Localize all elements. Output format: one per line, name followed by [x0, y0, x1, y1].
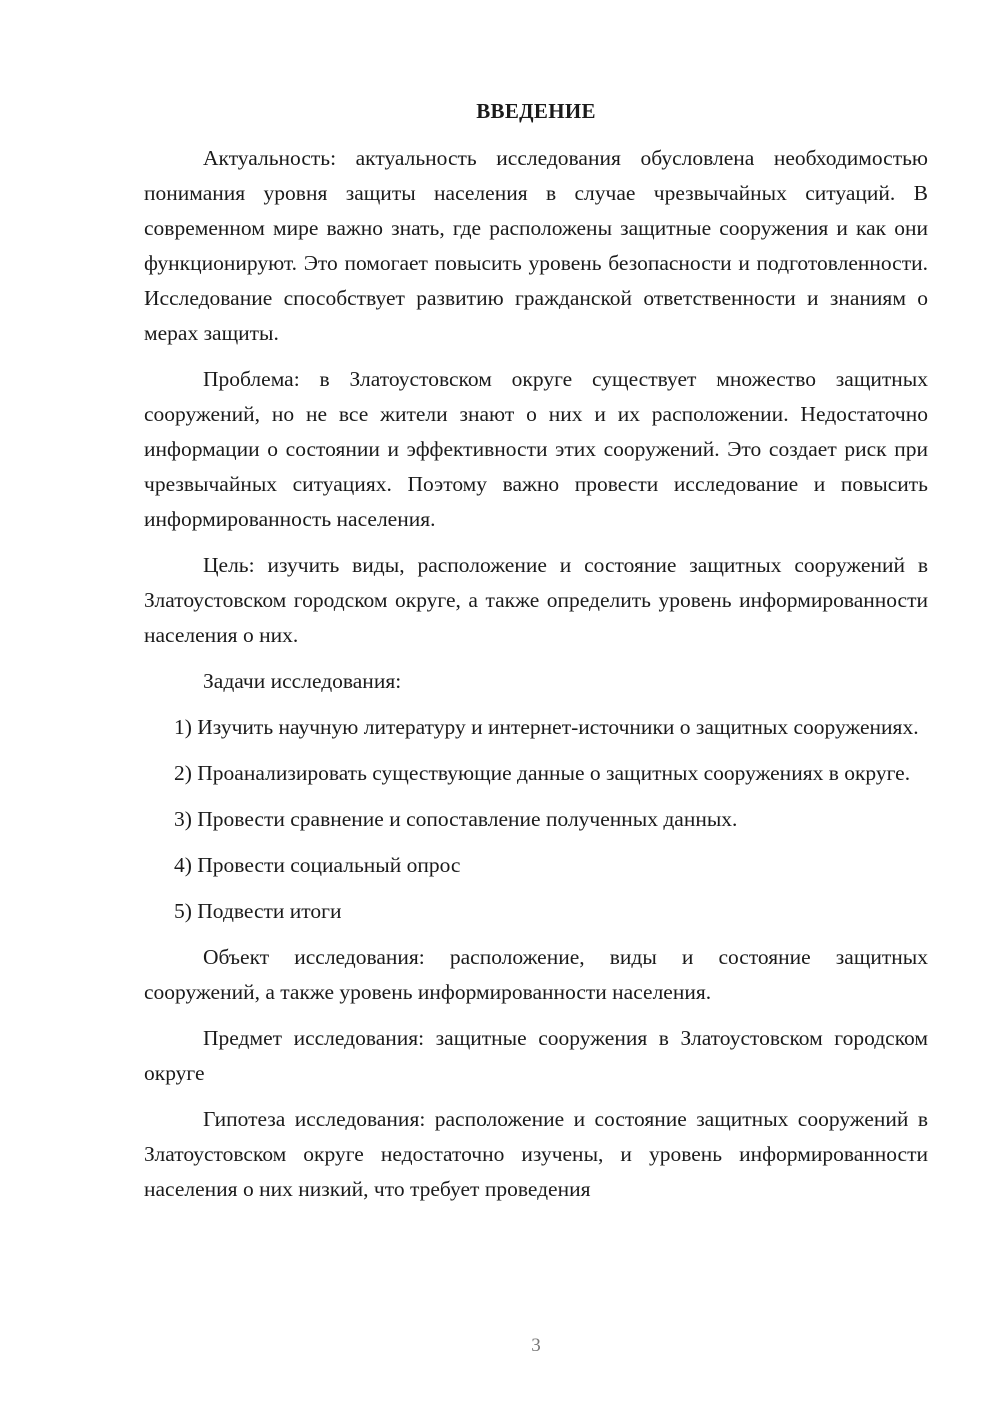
paragraph-relevance: Актуальность: актуальность исследования обусловлена необходимостью понимания уровня защиты населения в случае чрезвычайных ситуаций. В современном мире важно знать, где расположены защитные сооружения и как они функционируют. Это помогает повысить уровень безопасности и подготовленности. Исследование способствует развитию гражданской ответственности и знаниям о мерах защиты. — [144, 146, 928, 345]
paragraph-tasks-heading: Задачи исследования: — [203, 669, 402, 693]
paragraph-hypothesis: Гипотеза исследования: расположение и состояние защитных сооружений в Златоустовском округе недостаточно изучены, и уровень информированности населения о них низкий, что требует проведения — [144, 1107, 928, 1201]
task-item-3: 3) Провести сравнение и сопоставление полученных данных. — [174, 807, 738, 831]
task-item-5: 5) Подвести итоги — [174, 899, 342, 923]
paragraph-object: Объект исследования: расположение, виды и состояние защитных сооружений, а также уровень информированности населения. — [144, 945, 928, 1004]
page-number: 3 — [531, 1335, 541, 1356]
task-item-2: 2) Проанализировать существующие данные о защитных сооружениях в округе. — [174, 761, 911, 785]
paragraph-subject: Предмет исследования: защитные сооружения в Златоустовском городском округе — [144, 1026, 928, 1085]
page-heading: ВВЕДЕНИЕ — [476, 99, 596, 123]
document-body — [144, 141, 928, 1218]
paragraph-problem: Проблема: в Златоустовском округе существует множество защитных сооружений, но не все жители знают о них и их расположении. Недостаточно информации о состоянии и эффективности этих сооружений. Это создает риск при чрезвычайных ситуациях. Поэтому важно провести исследование и повысить информированность населения. — [144, 367, 928, 531]
task-item-4: 4) Провести социальный опрос — [174, 853, 461, 877]
task-item-1: 1) Изучить научную литературу и интернет-источники о защитных сооружениях. — [174, 715, 919, 739]
paragraph-goal: Цель: изучить виды, расположение и состояние защитных сооружений в Златоустовском городском округе, а также определить уровень информированности населения о них. — [144, 553, 928, 647]
